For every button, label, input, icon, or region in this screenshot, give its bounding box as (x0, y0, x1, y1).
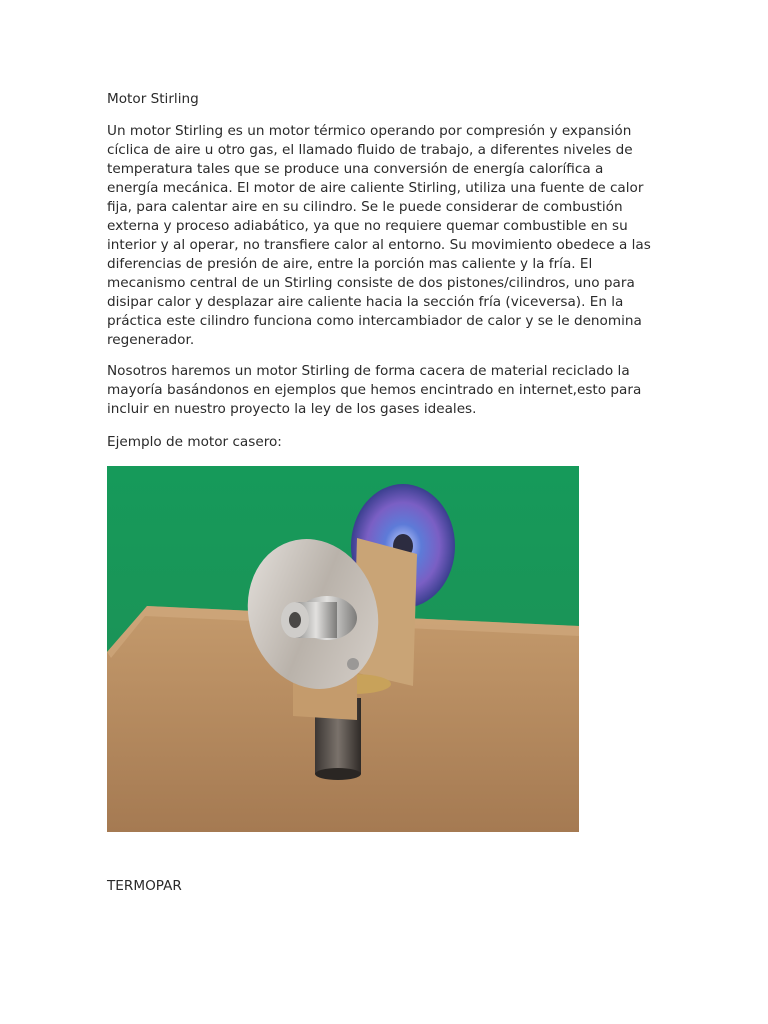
section-heading-termopar: TERMOPAR (107, 878, 182, 894)
text-line: cíclica de aire u otro gas, el llamado fluido de trabajo, a diferentes niveles de (107, 142, 633, 158)
example-caption: Ejemplo de motor casero: (107, 434, 282, 450)
text-line: regenerador. (107, 332, 195, 348)
paragraph-intro (107, 122, 667, 350)
text-line: mayoría basándonos en ejemplos que hemos encintrado en internet,esto para (107, 382, 642, 398)
text-line: mecanismo central de un Stirling consiste de dos pistones/cilindros, uno para (107, 275, 635, 291)
text-line: externa y proceso adiabático, ya que no requiere quemar combustible en su (107, 218, 628, 234)
text-line: incluir en nuestro proyecto la ley de los gases ideales. (107, 401, 477, 417)
text-line: práctica este cilindro funciona como intercambiador de calor y se le denomina (107, 313, 642, 329)
text-line: fija, para calentar aire en su cilindro. Se le puede considerar de combustión (107, 199, 623, 215)
document-title: Motor Stirling (107, 91, 199, 107)
stirling-engine-photo (107, 466, 579, 832)
text-line: interior y al operar, no transfiere calor al entorno. Su movimiento obedece a las (107, 237, 651, 253)
text-line: temperatura tales que se produce una conversión de energía calorífica a (107, 161, 604, 177)
text-line: disipar calor y desplazar aire caliente hacia la sección fría (viceversa). En la (107, 294, 624, 310)
text-line: energía mecánica. El motor de aire caliente Stirling, utiliza una fuente de calor (107, 180, 644, 196)
text-line: diferencias de presión de aire, entre la porción mas caliente y la fría. El (107, 256, 593, 272)
paragraph-project (107, 362, 667, 419)
text-line: Un motor Stirling es un motor térmico operando por compresión y expansión (107, 123, 632, 139)
text-line: Nosotros haremos un motor Stirling de forma cacera de material reciclado la (107, 363, 630, 379)
